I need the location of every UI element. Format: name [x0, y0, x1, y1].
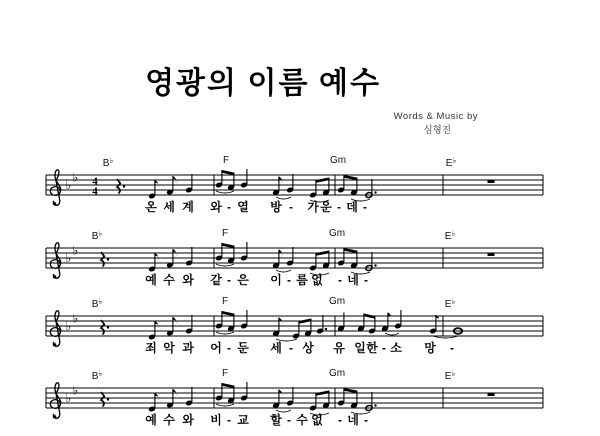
time-signature: 4 — [92, 185, 98, 198]
lyric-syllable: 예 — [145, 273, 157, 287]
lyric-syllable: - — [287, 273, 291, 287]
lyric-syllable: 와 — [182, 413, 194, 427]
whole-rest-icon — [488, 253, 495, 256]
lyric-syllable: 둔 — [237, 341, 249, 355]
lyric-syllable: 과 — [182, 341, 194, 355]
lyric-syllable: 수 — [163, 413, 175, 427]
flat-icon: ♭ — [65, 391, 72, 405]
quarter-rest-icon — [101, 320, 104, 334]
staff-system-1 — [46, 169, 543, 206]
lyric-syllable: 예 — [145, 413, 157, 427]
whole-rest-icon — [488, 180, 495, 183]
flat-icon: ♭ — [451, 369, 456, 378]
chord-label: B♭ — [91, 229, 103, 242]
lyric-syllable: 세 — [270, 341, 282, 355]
lyric-syllable: 없 — [311, 413, 323, 427]
lyric-syllable: 이 — [270, 273, 282, 287]
lyric-syllable: 와 — [210, 200, 222, 214]
chord-label: E♭ — [444, 369, 456, 382]
lyric-syllable: 일 — [354, 341, 366, 355]
lyric-syllable: 네 — [347, 413, 359, 427]
chord-label: Gm — [328, 296, 346, 307]
lyric-syllable: 어 — [210, 341, 222, 355]
chord-label: Gm — [329, 155, 347, 166]
staff-system-2 — [46, 242, 543, 279]
lyric-syllable: 망 — [424, 341, 436, 355]
lyric-syllable: 소 — [390, 341, 402, 355]
lyric-syllable: 온 — [145, 200, 157, 214]
whole-rest-icon — [488, 393, 495, 396]
chord-label: E♭ — [444, 229, 456, 242]
lyric-syllable: 교 — [237, 413, 249, 427]
chord-label: Gm — [328, 228, 346, 239]
lyric-syllable: - — [227, 413, 231, 427]
lyric-syllable: 네 — [347, 273, 359, 287]
lyric-syllable: 수 — [163, 273, 175, 287]
lyric-syllable: 없 — [311, 273, 323, 287]
lyric-syllable: - — [363, 200, 367, 214]
chord-label: Gm — [328, 368, 346, 379]
chord-label: E♭ — [444, 297, 456, 310]
lyric-syllable: 비 — [210, 413, 222, 427]
lyric-syllable: 열 — [237, 200, 249, 214]
chord-label: B♭ — [102, 156, 114, 169]
lyric-syllable: 데 — [346, 200, 358, 214]
flat-icon: ♭ — [72, 243, 79, 258]
flat-icon: ♭ — [72, 170, 79, 185]
flat-icon: ♭ — [72, 383, 79, 398]
flat-icon: ♭ — [98, 229, 103, 238]
lyric-syllable: - — [382, 341, 386, 355]
lyric-syllable: 상 — [302, 341, 314, 355]
chord-label: F — [221, 228, 229, 239]
lyric-syllable: 운 — [320, 200, 332, 214]
chord-label: B♭ — [91, 297, 103, 310]
flat-icon: ♭ — [451, 229, 456, 238]
credit-author: 심형진 — [423, 125, 451, 136]
credit-words-music-by: Words & Music by — [393, 111, 478, 122]
chord-label: F — [222, 155, 230, 166]
time-signature: 4 — [92, 175, 98, 188]
lyric-syllable: - — [227, 200, 231, 214]
lyric-syllable: 름 — [296, 273, 308, 287]
flat-icon: ♭ — [98, 297, 103, 306]
flat-icon: ♭ — [98, 369, 103, 378]
quarter-rest-icon — [101, 252, 104, 266]
chord-label: F — [221, 368, 229, 379]
flat-icon: ♭ — [451, 297, 456, 306]
lyric-syllable: 한 — [366, 341, 378, 355]
lyric-syllable: 수 — [296, 413, 308, 427]
flat-icon: ♭ — [65, 178, 72, 192]
lyric-syllable: 할 — [270, 413, 282, 427]
staff-system-3 — [46, 310, 543, 347]
lyric-syllable: - — [289, 200, 293, 214]
lyric-syllable: 와 — [182, 273, 194, 287]
flat-icon: ♭ — [109, 156, 114, 165]
lyric-syllable: - — [287, 413, 291, 427]
quarter-rest-icon — [101, 392, 104, 406]
lyric-syllable: 같 — [210, 273, 222, 287]
lyric-syllable: - — [227, 273, 231, 287]
lyric-syllable: 계 — [182, 200, 194, 214]
lyric-syllable: 죄 — [145, 341, 157, 355]
lyric-syllable: 가 — [307, 200, 319, 214]
flat-icon: ♭ — [72, 311, 79, 326]
lyric-syllable: - — [450, 341, 454, 355]
chord-label: B♭ — [91, 369, 103, 382]
lyric-syllable: 유 — [333, 341, 345, 355]
page-title: 영광의 이름 예수 — [145, 67, 381, 100]
lyric-syllable: - — [338, 273, 342, 287]
lyric-syllable: 세 — [163, 200, 175, 214]
lyric-syllable: 악 — [163, 341, 175, 355]
staff-system-4 — [46, 382, 543, 419]
quarter-rest-icon — [117, 179, 120, 194]
lyric-syllable: - — [338, 413, 342, 427]
chord-label: E♭ — [445, 156, 457, 169]
lyric-syllable: - — [337, 200, 341, 214]
lyric-syllable: 방 — [270, 200, 282, 214]
flat-icon: ♭ — [65, 251, 72, 265]
flat-icon: ♭ — [65, 319, 72, 333]
chord-label: F — [221, 296, 229, 307]
lyric-syllable: 은 — [237, 273, 249, 287]
lyric-syllable: - — [227, 341, 231, 355]
lyric-syllable: - — [364, 273, 368, 287]
lyric-syllable: - — [289, 341, 293, 355]
lyric-syllable: - — [364, 413, 368, 427]
flat-icon: ♭ — [452, 156, 457, 165]
